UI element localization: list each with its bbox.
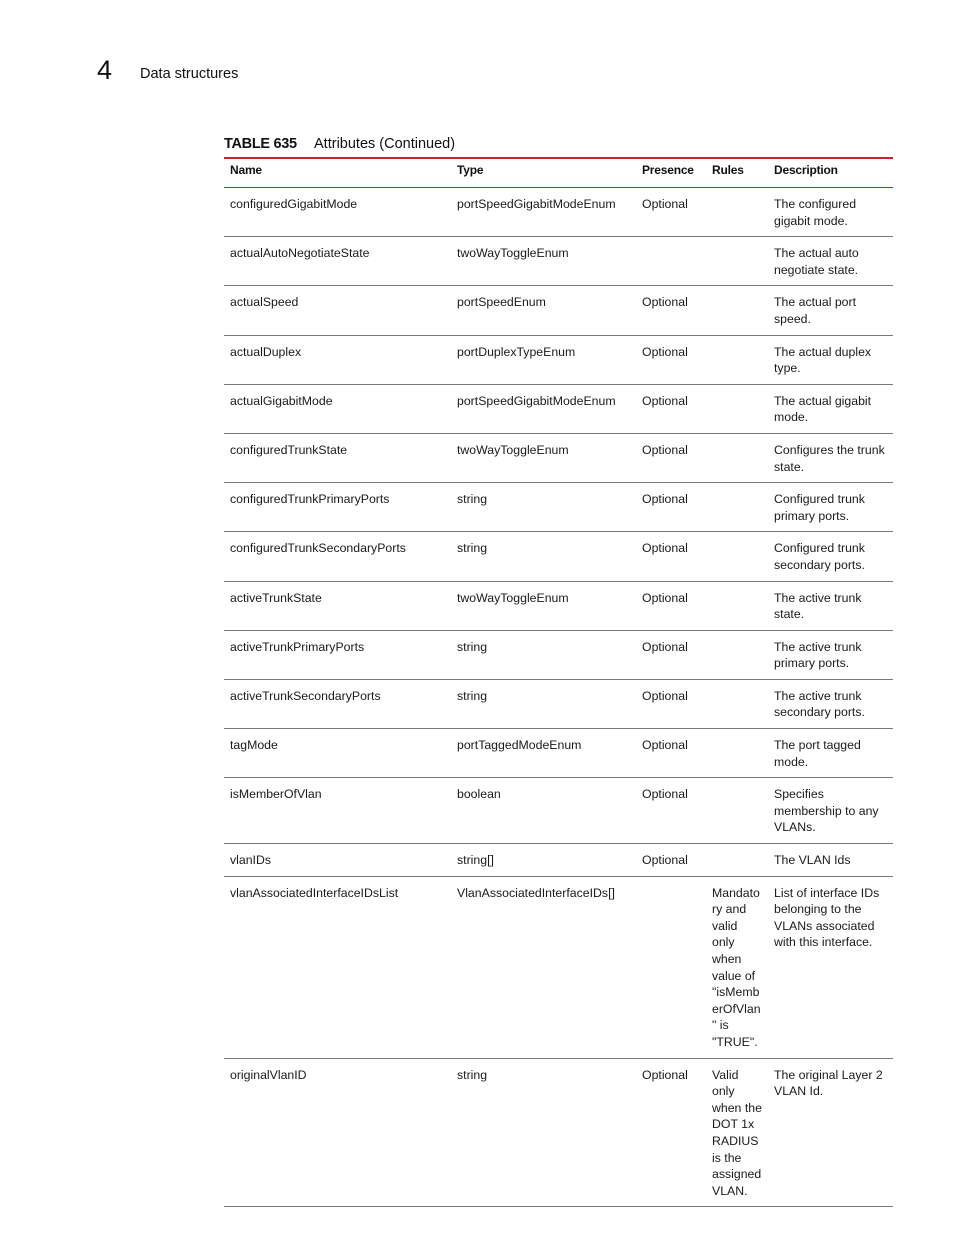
cell-description: List of interface IDs belonging to the VLANs associated with this interface. [768, 876, 893, 1058]
cell-name: configuredGigabitMode [224, 188, 451, 237]
cell-description: Configures the trunk state. [768, 433, 893, 482]
cell-description: Specifies membership to any VLANs. [768, 778, 893, 844]
cell-type-link[interactable] [451, 433, 636, 482]
table-row [224, 532, 893, 581]
table-row [224, 483, 893, 532]
table-label: TABLE 635 [224, 136, 297, 152]
attributes-table [224, 157, 893, 1207]
cell-presence: Optional [636, 581, 706, 630]
table-row [224, 286, 893, 335]
cell-presence [636, 876, 706, 1058]
cell-presence: Optional [636, 630, 706, 679]
type-link[interactable]: twoWayToggleEnum [457, 442, 569, 457]
type-link[interactable]: portSpeedGigabitModeEnum [457, 197, 616, 211]
cell-name: activeTrunkState [224, 581, 451, 630]
type-link[interactable]: portDuplexTypeEnum [457, 344, 576, 359]
cell-description: The active trunk state. [768, 581, 893, 630]
cell-presence: Optional [636, 729, 706, 778]
cell-rules: Valid only when the DOT 1x RADIUS is the assigned VLAN. [706, 1058, 768, 1207]
cell-presence: Optional [636, 286, 706, 335]
cell-name: isMemberOfVlan [224, 778, 451, 844]
cell-presence: Optional [636, 532, 706, 581]
table-row [224, 433, 893, 482]
type-link[interactable]: portTaggedModeEnum [457, 738, 582, 753]
table-row [224, 581, 893, 630]
cell-rules: Mandatory and valid only when value of "isMemberOfVlan" is "TRUE". [706, 876, 768, 1058]
cell-rules [706, 335, 768, 384]
type-link[interactable]: portSpeedEnum [457, 295, 546, 310]
cell-presence: Optional [636, 778, 706, 844]
table-row [224, 729, 893, 778]
type-suffix: [] [608, 885, 615, 900]
cell-description: Configured trunk primary ports. [768, 483, 893, 532]
cell-name: actualGigabitMode [224, 384, 451, 433]
cell-description: The actual port speed. [768, 286, 893, 335]
cell-rules [706, 844, 768, 877]
cell-presence: Optional [636, 335, 706, 384]
cell-rules [706, 679, 768, 728]
cell-description: The actual auto negotiate state. [768, 237, 893, 286]
column-header-rules: Rules [706, 158, 768, 188]
cell-type-link[interactable] [451, 286, 636, 335]
cell-presence: Optional [636, 384, 706, 433]
cell-rules [706, 433, 768, 482]
table-row [224, 335, 893, 384]
cell-type-link[interactable] [451, 188, 636, 237]
cell-type-link[interactable] [451, 876, 636, 1058]
cell-presence: Optional [636, 188, 706, 237]
chapter-title: Data structures [140, 66, 239, 82]
cell-type: string [451, 679, 636, 728]
cell-name: actualAutoNegotiateState [224, 237, 451, 286]
cell-type: boolean [451, 778, 636, 844]
chapter-number: 4 [97, 55, 113, 85]
table-row [224, 778, 893, 844]
cell-rules [706, 729, 768, 778]
cell-rules [706, 532, 768, 581]
cell-presence: Optional [636, 679, 706, 728]
cell-rules [706, 778, 768, 844]
cell-name: tagMode [224, 729, 451, 778]
cell-description: The active trunk secondary ports. [768, 679, 893, 728]
cell-rules [706, 483, 768, 532]
column-header-description: Description [768, 158, 893, 188]
cell-name: activeTrunkSecondaryPorts [224, 679, 451, 728]
cell-type-link[interactable] [451, 237, 636, 286]
cell-type: string[] [451, 844, 636, 877]
cell-description: The actual duplex type. [768, 335, 893, 384]
cell-presence: Optional [636, 483, 706, 532]
cell-description: The active trunk primary ports. [768, 630, 893, 679]
table-row [224, 876, 893, 1058]
cell-name: vlanAssociatedInterfaceIDsList [224, 876, 451, 1058]
cell-rules [706, 286, 768, 335]
cell-rules [706, 581, 768, 630]
cell-description: The original Layer 2 VLAN Id. [768, 1058, 893, 1207]
table-row [224, 237, 893, 286]
table-row [224, 844, 893, 877]
cell-type: string [451, 532, 636, 581]
table-row [224, 679, 893, 728]
cell-name: configuredTrunkSecondaryPorts [224, 532, 451, 581]
cell-name: actualDuplex [224, 335, 451, 384]
cell-type: string [451, 630, 636, 679]
type-link[interactable]: twoWayToggleEnum [457, 246, 569, 261]
cell-presence [636, 237, 706, 286]
cell-type-link[interactable] [451, 581, 636, 630]
table-caption [224, 134, 455, 154]
cell-presence: Optional [636, 433, 706, 482]
cell-name: originalVlanID [224, 1058, 451, 1207]
cell-rules [706, 188, 768, 237]
cell-type-link[interactable] [451, 384, 636, 433]
table-row [224, 1058, 893, 1207]
cell-description: The configured gigabit mode. [768, 188, 893, 237]
cell-name: activeTrunkPrimaryPorts [224, 630, 451, 679]
column-header-presence: Presence [636, 158, 706, 188]
cell-presence: Optional [636, 1058, 706, 1207]
table-row [224, 630, 893, 679]
cell-type-link[interactable] [451, 729, 636, 778]
cell-name: configuredTrunkState [224, 433, 451, 482]
cell-presence: Optional [636, 844, 706, 877]
table-header-row [224, 158, 893, 188]
cell-name: configuredTrunkPrimaryPorts [224, 483, 451, 532]
cell-rules [706, 630, 768, 679]
column-header-name: Name [224, 158, 451, 188]
type-link[interactable]: VlanAssociatedInterfaceIDs [457, 885, 609, 900]
table-title: Attributes (Continued) [314, 136, 456, 152]
cell-type: string [451, 483, 636, 532]
cell-name: vlanIDs [224, 844, 451, 877]
cell-type: string [451, 1058, 636, 1207]
table-row [224, 384, 893, 433]
type-link[interactable]: twoWayToggleEnum [457, 590, 569, 605]
cell-description: The actual gigabit mode. [768, 384, 893, 433]
table-row [224, 188, 893, 237]
table-body [224, 188, 893, 1207]
cell-name: actualSpeed [224, 286, 451, 335]
type-link[interactable]: portSpeedGigabitModeEnum [457, 393, 616, 408]
cell-description: The port tagged mode. [768, 729, 893, 778]
cell-description: Configured trunk secondary ports. [768, 532, 893, 581]
cell-rules [706, 384, 768, 433]
cell-type-link[interactable] [451, 335, 636, 384]
cell-description: The VLAN Ids [768, 844, 893, 877]
column-header-type: Type [451, 158, 636, 188]
cell-rules [706, 237, 768, 286]
